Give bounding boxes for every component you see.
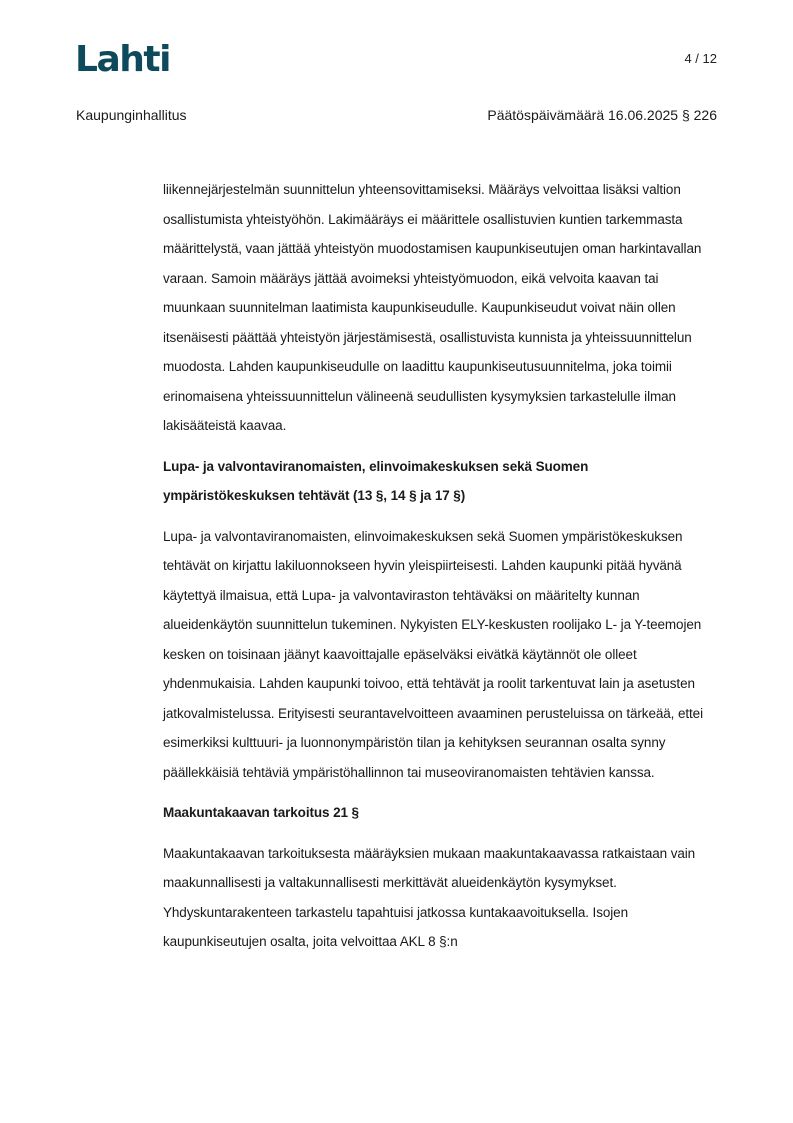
section-heading: Maakuntakaavan tarkoitus 21 § <box>163 805 359 820</box>
lahti-logo: Lahti <box>75 39 170 80</box>
paragraph: Maakuntakaavan tarkoituksesta määräyksien mukaan maakuntakaavassa ratkaistaan vain maakunnallisesti ja valtakunnallisesti merkittävät alueidenkäytön kysymykset. Yhdyskuntarakenteen tarkastelu tapahtuisi jatkossa kuntakaavoituksella. Isojen kaupunkiseutujen osalta, joita velvoittaa AKL 8 §:n <box>163 845 696 949</box>
organization-name: Kaupunginhallitus <box>76 107 187 123</box>
paragraph: liikennejärjestelmän suunnittelun yhteensovittamiseksi. Määräys velvoittaa lisäksi valtion osallistumista yhteistyöhön. Lakimääräys ei määrittele osallistuvien kuntien tarkemmasta määrittelystä, vaan jättää yhteistyön muodostamisen kaupunkiseutujen oman harkintavallan varaan. Samoin määräys jättää avoimeksi yhteistyömuodon, eikä velvoita kaavan tai muunkaan suunnitelman laatimista kaupunkiseudulle. Kaupunkiseudut voivat näin ollen itsenäisesti päättää yhteistyön järjestämisestä, osallistuvista kunnista ja yhteissuunnittelun muodosta. Lahden kaupunkiseudulle on laadittu kaupunkiseutusuunnitelma, joka toimii erinomaisena yhteissuunnittelun välineenä seudullisten kysymyksien tarkastelulle ilman lakisääteistä kaavaa. <box>163 182 702 433</box>
paragraph: Lupa- ja valvontaviranomaisten, elinvoimakeskuksen sekä Suomen ympäristökeskuksen tehtävät on kirjattu lakiluonnokseen hyvin yleispiirteisesti. Lahden kaupunki pitää hyvänä käytettyä ilmaisua, että Lupa- ja valvontaviraston tehtäväksi on määritelty kunnan alueidenkäytön suunnittelun tukeminen. Nykyisten ELY-keskusten roolijako L- ja Y-teemojen kesken on toisinaan jäänyt kaavoittajalle epäselväksi eivätkä käytännöt ole olleet yhdenmukaisia. Lahden kaupunki toivoo, että tehtävät ja roolit tarkentuvat lain ja asetusten jatkovalmistelussa. Erityisesti seurantavelvoitteen avaaminen perusteluissa on tärkeää, ettei esimerkiksi kulttuuri- ja luonnonympäristön tilan ja kehityksen seurannan osalta synny päällekkäisiä tehtäviä ympäristöhallinnon tai museoviranomaisten tehtävien kanssa. <box>163 528 703 780</box>
section-heading: Lupa- ja valvontaviranomaisten, elinvoimakeskuksen sekä Suomen ympäristökeskuksen tehtävät (13 §, 14 § ja 17 §) <box>163 458 589 503</box>
decision-reference: Päätöspäivämäärä 16.06.2025 § 226 <box>487 107 717 123</box>
document-body <box>163 175 719 968</box>
page-number: 4 / 12 <box>684 51 717 66</box>
